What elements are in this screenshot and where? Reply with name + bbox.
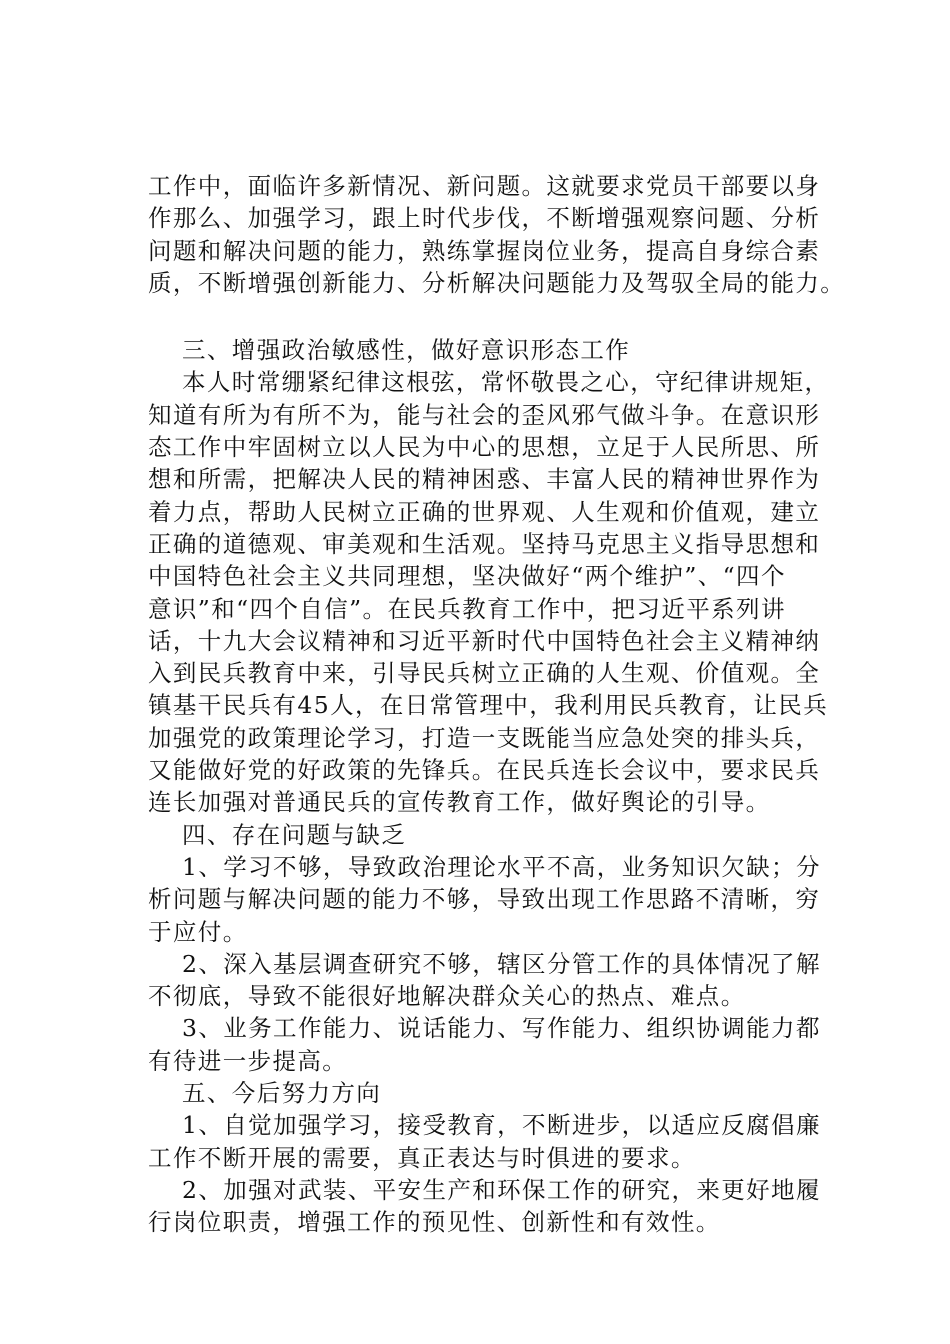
paragraph-spacer: [148, 299, 848, 334]
paragraph-line: 想和所需，把解决人民的精神困惑、丰富人民的精神世界作为: [148, 465, 821, 494]
document-body: [148, 170, 848, 1239]
paragraph-line: 工作中，面临许多新情况、新问题。这就要求党员干部要以身: [148, 172, 821, 200]
paragraph-line: 问题和解决问题的能力，熟练掌握岗位业务，提高自身综合素: [148, 236, 821, 265]
paragraph-line: 加强党的政策理论学习，打造一支既能当应急处突的排头兵，: [148, 723, 821, 752]
intro-paragraph: [148, 170, 848, 299]
list-item-line: 2、加强对武装、平安生产和环保工作的研究，来更好地履: [182, 1175, 821, 1204]
list-item-line: 2、深入基层调查研究不够，辖区分管工作的具体情况了解: [182, 949, 821, 978]
list-item-line: 3、业务工作能力、说话能力、写作能力、组织协调能力都: [182, 1014, 821, 1043]
paragraph-line: 着力点，帮助人民树立正确的世界观、人生观和价值观，建立: [148, 497, 821, 526]
list-item-line: 工作不断开展的需要，真正表达与时俱进的要求。: [148, 1143, 696, 1172]
paragraph-line: 质，不断增强创新能力、分析解决问题能力及驾驭全局的能力。: [148, 268, 846, 297]
list-item-line: 析问题与解决问题的能力不够，导致出现工作思路不清晰，穷: [148, 885, 821, 914]
paragraph-line: 入到民兵教育中来，引导民兵树立正确的人生观、价值观。全: [148, 659, 821, 688]
section-4: [148, 819, 848, 1077]
section-4-heading: 四、存在问题与缺乏: [182, 820, 407, 849]
paragraph-line: 又能做好党的好政策的先锋兵。在民兵连长会议中，要求民兵: [148, 756, 821, 785]
paragraph-line: 镇基干民兵有45人，在日常管理中，我利用民兵教育，让民兵: [148, 691, 829, 720]
paragraph-line: 正确的道德观、审美观和生活观。坚持马克思主义指导思想和: [148, 529, 821, 558]
list-item-line: 行岗位职责，增强工作的预见性、创新性和有效性。: [148, 1208, 721, 1237]
paragraph-line: 中国特色社会主义共同理想，坚决做好“两个维护”、“四个: [148, 562, 786, 591]
section-3-heading: 三、增强政治敏感性，做好意识形态工作: [182, 336, 631, 365]
paragraph-line: 话，十九大会议精神和习近平新时代中国特色社会主义精神纳: [148, 626, 821, 655]
list-item-line: 于应付。: [148, 917, 248, 946]
paragraph-line: 作那么、加强学习，跟上时代步伐，不断增强观察问题、分析: [148, 204, 821, 233]
list-item-line: 1、自觉加强学习，接受教育，不断进步，以适应反腐倡廉: [182, 1111, 821, 1140]
section-3: [148, 334, 848, 818]
paragraph-line: 本人时常绷紧纪律这根弦，常怀敬畏之心，守纪律讲规矩，: [182, 368, 830, 397]
paragraph-line: 连长加强对普通民兵的宣传教育工作，做好舆论的引导。: [148, 788, 771, 817]
section-5: [148, 1077, 848, 1238]
list-item-line: 不彻底，导致不能很好地解决群众关心的热点、难点。: [148, 982, 746, 1011]
paragraph-line: 态工作中牢固树立以人民为中心的思想，立足于人民所思、所: [148, 433, 821, 462]
section-5-heading: 五、今后努力方向: [182, 1079, 382, 1108]
paragraph-line: 知道有所为有所不为，能与社会的歪风邪气做斗争。在意识形: [148, 400, 821, 429]
list-item-line: 1、学习不够，导致政治理论水平不高，业务知识欠缺；分: [182, 852, 821, 881]
paragraph-line: 意识”和“四个自信”。在民兵教育工作中，把习近平系列讲: [148, 594, 786, 623]
list-item-line: 有待进一步提高。: [148, 1046, 348, 1075]
